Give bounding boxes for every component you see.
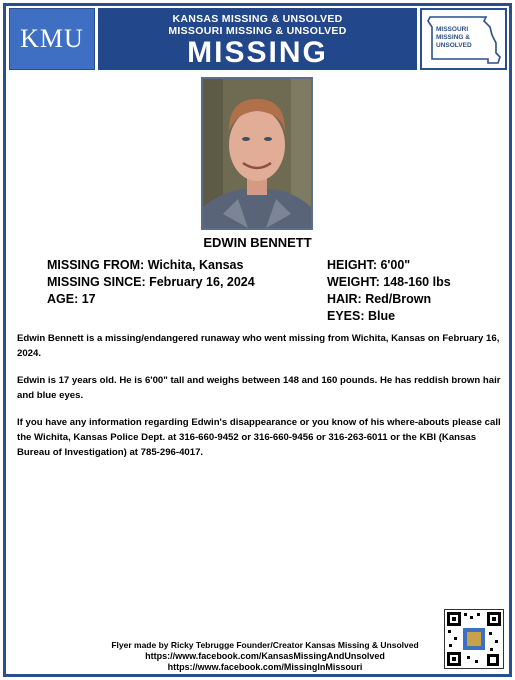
weight: WEIGHT: 148-160 lbs xyxy=(327,275,451,289)
details-left xyxy=(47,257,255,308)
missing-from: MISSING FROM: Wichita, Kansas xyxy=(47,258,244,272)
paragraph-summary: Edwin Bennett is a missing/endangered runaway who went missing from Wichita, Kansas on February 16, 2024. xyxy=(17,333,500,359)
facebook-link-missouri[interactable]: https://www.facebook.com/MissingInMissouri xyxy=(167,662,363,672)
kmu-logo-text: KMU xyxy=(20,24,84,53)
eyes: EYES: Blue xyxy=(327,309,396,323)
missing-title: MISSING xyxy=(187,36,328,69)
missouri-logo xyxy=(420,8,507,70)
banner-line-kansas: KANSAS MISSING & UNSOLVED xyxy=(172,13,343,25)
flyer-credit: Flyer made by Ricky Tebrugge Founder/Creator Kansas Missing & Unsolved xyxy=(111,640,419,650)
header xyxy=(6,6,509,74)
details-right xyxy=(327,257,451,325)
qr-code-graphic xyxy=(445,610,503,668)
paragraph-description: Edwin is 17 years old. He is 6'00" tall and weighs between 148 and 160 pounds. He has reddish brown hair and blue eyes. xyxy=(17,375,501,401)
missing-since: MISSING SINCE: February 16, 2024 xyxy=(47,275,255,289)
kmu-logo xyxy=(9,8,95,70)
person-name: EDWIN BENNETT xyxy=(203,235,312,250)
paragraph-contact: If you have any information regarding Edwin's disappearance or you know of his where-abouts please call the Wichita, Kansas Police Dept. at 316-660-9452 or 316-660-9456 or 316-263-6011 or the KBI (Kansas Bureau of Investigation) at 785-296-4017. xyxy=(17,417,501,458)
portrait-illustration xyxy=(203,79,311,228)
footer xyxy=(90,640,440,673)
hair: HAIR: Red/Brown xyxy=(327,292,432,306)
age: AGE: 17 xyxy=(47,292,96,306)
title-banner xyxy=(98,8,417,70)
portrait-photo xyxy=(201,77,313,230)
missouri-logo-text: MISSOURI MISSING & UNSOLVED xyxy=(436,26,472,49)
qr-code-icon[interactable] xyxy=(444,609,504,669)
facebook-link-kansas[interactable]: https://www.facebook.com/KansasMissingAndUnsolved xyxy=(145,651,385,661)
height: HEIGHT: 6'00" xyxy=(327,258,411,272)
banner-line-missouri: MISSOURI MISSING & UNSOLVED xyxy=(168,25,347,37)
